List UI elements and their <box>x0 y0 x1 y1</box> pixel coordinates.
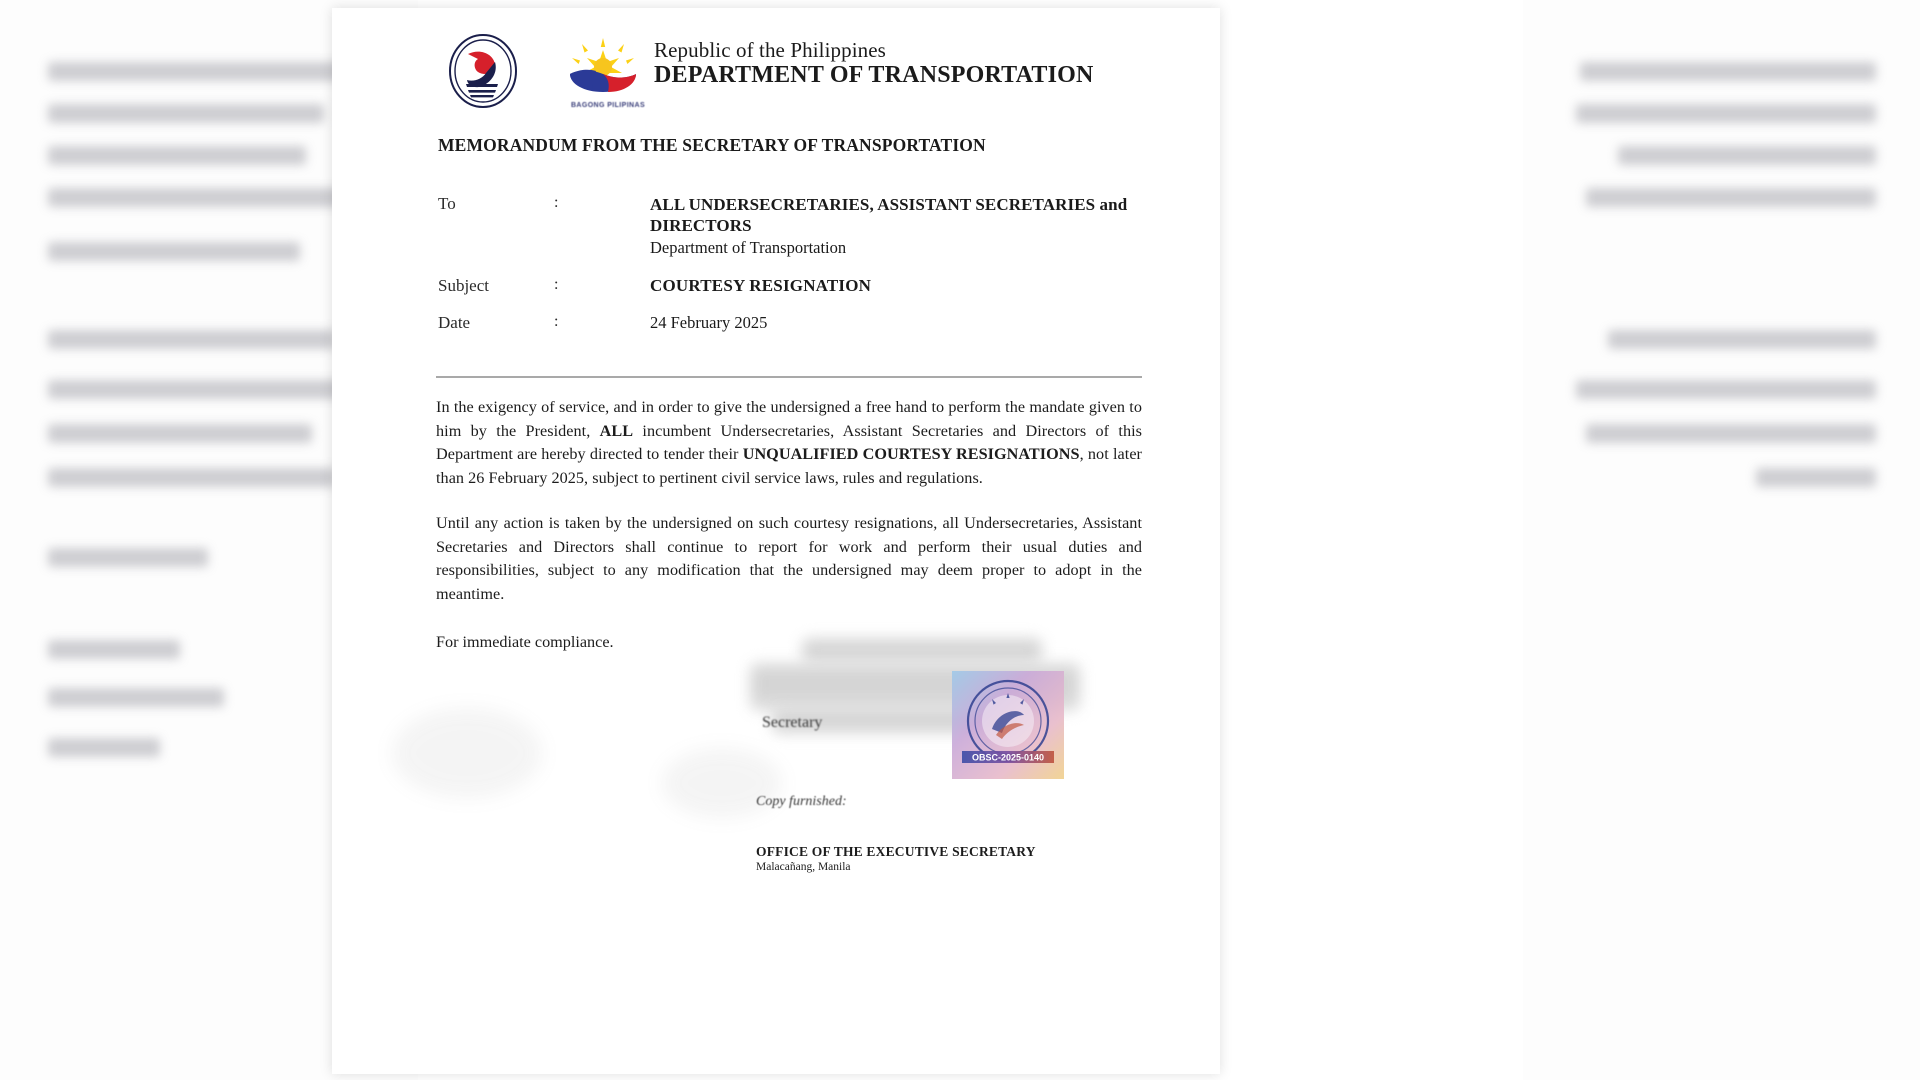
signature-title-label: Secretary <box>762 714 823 731</box>
p1-bold-all: ALL <box>599 421 634 440</box>
closing-line: For immediate compliance. <box>436 633 614 651</box>
field-row-subject <box>438 276 1178 296</box>
field-colon-date: : <box>554 313 559 330</box>
dotr-seal-icon <box>448 34 518 108</box>
p1-part-2: incumbent Undersecretaries, Assistant Secretaries and Directors of this Department are hereby directed to tender their <box>436 421 1142 463</box>
p1-part-3: , not later than 26 February 2025, subject to pertinent civil service laws, rules and regulations. <box>436 445 1142 487</box>
field-value-subject: COURTESY RESIGNATION <box>650 276 872 295</box>
copy-furnished-label: Copy furnished: <box>756 794 847 809</box>
field-colon-subject: : <box>554 276 559 293</box>
field-label-date: Date <box>438 313 471 332</box>
footer-office: OFFICE OF THE EXECUTIVE SECRETARY <box>756 844 1036 859</box>
blurred-text-line <box>48 188 348 207</box>
blurred-text-line <box>1618 146 1876 165</box>
official-received-seal-icon <box>952 671 1064 779</box>
blurred-text-line <box>48 468 336 487</box>
blurred-text-line <box>1756 468 1876 487</box>
field-row-to <box>438 194 1178 259</box>
blurred-text-line <box>48 688 224 707</box>
blurred-text-line <box>48 330 336 349</box>
blurred-text-line <box>48 380 348 399</box>
republic-line: Republic of the Philippines <box>654 38 886 62</box>
field-value-to <box>650 194 1178 259</box>
blurred-text-line <box>48 640 180 659</box>
header-text-block <box>654 38 1124 89</box>
blurred-text-line <box>48 146 306 165</box>
document-header <box>442 30 1142 112</box>
blurred-text-line <box>1586 424 1876 443</box>
footer-block <box>756 844 1156 873</box>
blurred-text-line <box>1586 188 1876 207</box>
p1-bold-resignations: UNQUALIFIED COURTESY RESIGNATIONS <box>742 445 1080 463</box>
redaction-block <box>802 638 1042 664</box>
field-value-to-strong: ALL UNDERSECRETARIES, ASSISTANT SECRETARIES and DIRECTORS <box>650 195 1128 235</box>
blurred-text-line <box>48 548 208 567</box>
field-label-subject: Subject <box>438 276 489 295</box>
department-line: DEPARTMENT OF TRANSPORTATION <box>654 62 1094 88</box>
field-value-date: 24 February 2025 <box>650 313 768 332</box>
blurred-text-line <box>1576 104 1876 123</box>
memo-body <box>436 396 1142 628</box>
field-row-date <box>438 313 1178 333</box>
blurred-text-line <box>1580 62 1876 81</box>
blurred-text-line <box>1576 380 1876 399</box>
memorandum-document <box>332 8 1220 1074</box>
field-label-to: To <box>438 194 456 213</box>
blurred-text-line <box>1608 330 1876 349</box>
blurred-text-line <box>48 104 324 123</box>
blurred-text-line <box>48 62 348 81</box>
stamp-reference-code: OBSC-2025-0140 <box>971 752 1045 763</box>
p1-part-1: In the exigency of service, and in order to give the undersigned a free hand to perform the mandate given to him by the President, <box>436 398 1142 440</box>
blurred-text-line <box>48 242 300 261</box>
horizontal-rule <box>436 376 1142 378</box>
background-panel-right <box>1523 0 1920 1080</box>
bagong-pilipinas-tagline: BAGONG PILIPINAS <box>570 102 646 109</box>
scan-smudge <box>392 708 542 798</box>
blurred-text-line <box>48 738 160 757</box>
field-value-to-plain: Department of Transportation <box>650 238 847 257</box>
body-paragraph-2: Until any action is taken by the undersigned on such courtesy resignations, all Undersecretaries, Assistant Secretaries and Directors shall continue to report for work and perform their usual duties and responsibilities, subject to any modification that the undersigned may deem proper to adopt in the meantime. <box>436 514 1142 603</box>
memorandum-title: MEMORANDUM FROM THE SECRETARY OF TRANSPORTATION <box>438 135 986 155</box>
philippine-sun-logo-icon <box>562 36 644 102</box>
body-paragraph-1 <box>436 396 1142 490</box>
field-colon-to: : <box>554 194 559 211</box>
memo-fields <box>438 194 1178 350</box>
blurred-text-line <box>48 424 312 443</box>
footer-address: Malacañang, Manila <box>756 861 851 873</box>
